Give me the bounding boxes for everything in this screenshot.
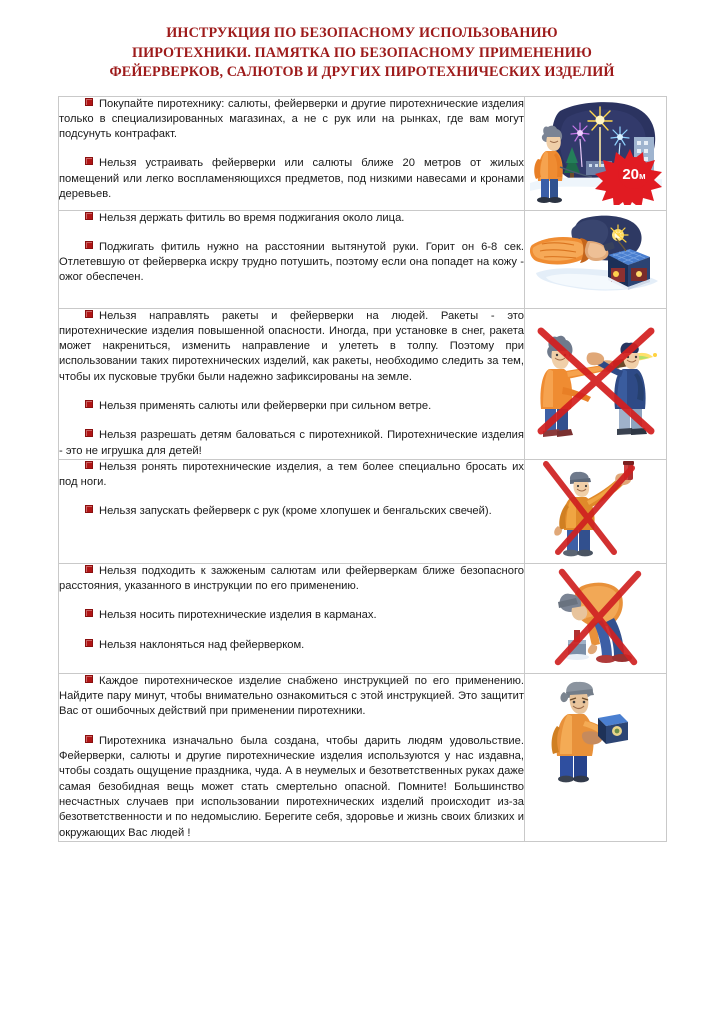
illustration-cell [525,210,667,308]
rule-text: Нельзя разрешать детям баловаться с пиротехникой. Пиротехнические изделия - это не игрушка для детей! [59,429,524,457]
rule-item [59,460,524,491]
rule-item [59,240,524,286]
rule-text: Нельзя устраивать фейерверки или салюты ближе 20 метров от жилых помещений или легко воспламеняющихся предметов, под низкими навесами и кронами деревьев. [59,157,524,200]
rules-cell [59,96,525,210]
square-bullet-icon [85,212,93,220]
rules-cell [59,308,525,459]
rule-text: Нельзя носить пиротехнические изделия в карманах. [99,609,377,622]
square-bullet-icon [85,157,93,165]
rule-text: Каждое пиротехническое изделие снабжено инструкцией по его применению. Найдите пару минут, чтобы внимательно ознакомиться с этой инструкцией. Это защитит Вас от ошибочных действий при применении пиротехники. [59,674,524,718]
page-title-line-3: ФЕЙЕРВЕРКОВ, САЛЮТОВ И ДРУГИХ ПИРОТЕХНИЧЕСКИХ ИЗДЕЛИЙ [109,64,615,80]
rule-text: Нельзя направлять ракеты и фейерверки на людей. Ракеты - это пиротехнические изделия повышенной опасности. Иногда, при установке в снег, ракета может накрениться, изменить направление и улететь в толпу. Поэтому при использовании таких пиротехнических изделий, как ракеты, необходимо следить за тем, чтобы их пусковые трубки были надежно зафиксированы на земле. [59,309,524,383]
rule-text: Нельзя применять салюты или фейерверки при сильном ветре. [99,399,432,412]
figure-spectator-watching-fireworks-20m-badge [530,97,662,205]
rule-text: Нельзя подходить к зажженым салютам или фейерверкам ближе безопасного расстояния, указанного в инструкции по его применению. [59,564,524,593]
rule-item [59,156,524,202]
square-bullet-icon [85,639,93,647]
illustration-cell [525,96,667,210]
illustration-cell [525,563,667,673]
rule-item [59,211,524,226]
rule-item [59,564,524,595]
square-bullet-icon [85,400,93,408]
rule-text: Нельзя держать фитиль во время поджигания около лица. [99,211,405,224]
square-bullet-icon [85,429,93,437]
page-title [0,0,724,83]
table-row [59,308,667,459]
square-bullet-icon [85,98,93,106]
figure-man-holding-firework-box-reading-instruction [544,674,648,786]
figure-two-people-aiming-fireworks-at-each-other-crossed-out [533,309,659,449]
square-bullet-icon [85,461,93,469]
rule-text: Нельзя ронять пиротехнические изделия, а тем более специально бросать их под ноги. [59,460,524,489]
square-bullet-icon [85,609,93,617]
rule-text: Покупайте пиротехнику: салюты, фейерверки и другие пиротехнические изделия только в специализированных магазинах, а не с рук или на рынках, где вам могут подсунуть контрафакт. [59,97,524,141]
safety-rules-table-wrapper [58,96,666,842]
square-bullet-icon [85,310,93,318]
rule-item [59,504,524,519]
rules-cell [59,210,525,308]
rule-item [59,734,524,841]
table-row [59,96,667,210]
table-row [59,459,667,563]
rule-item [59,309,524,385]
rules-cell [59,563,525,673]
rule-text: Пиротехника изначально была создана, чтобы дарить людям удовольствие. Фейерверки, салюты и другие пиротехнические изделия используются у нас издавна, чтобы создать ощущение праздника, чуда. А в неумелых и безответственных руках даже самая безобидная вещь может стать смертельно опасной. Помните! Большинство несчастных случаев при использовании пиротехнических изделий происходит из-за безответственности и по недомыслию. Берегите себя, здоровье и жизнь своих близких и окружающих Вас людей ! [59,734,524,839]
square-bullet-icon [85,735,93,743]
figure-person-launching-firework-from-hand-crossed-out [540,460,652,558]
rule-item [59,638,524,653]
square-bullet-icon [85,505,93,513]
figure-arm-lighting-fuse-of-firework-box [530,211,662,303]
rule-item [59,428,524,459]
rule-text: Нельзя наклоняться над фейерверком. [99,638,305,651]
rule-item [59,608,524,623]
page-title-line-1: ИНСТРУКЦИЯ ПО БЕЗОПАСНОМУ ИСПОЛЬЗОВАНИЮ [166,25,558,41]
rules-cell [59,459,525,563]
illustration-cell [525,673,667,841]
rules-cell [59,673,525,841]
square-bullet-icon [85,565,93,573]
square-bullet-icon [85,241,93,249]
page-title-line-2: ПИРОТЕХНИКИ. ПАМЯТКА ПО БЕЗОПАСНОМУ ПРИМЕНЕНИЮ [132,44,592,61]
square-bullet-icon [85,675,93,683]
rule-item [59,97,524,143]
svg-text:20м: 20м [621,165,646,183]
rule-item [59,399,524,414]
table-row [59,210,667,308]
figure-person-bending-over-firework-crossed-out [538,564,654,668]
rule-item [59,674,524,720]
illustration-cell [525,308,667,459]
safety-rules-table [58,96,667,842]
illustration-cell [525,459,667,563]
table-row [59,673,667,841]
rule-text: Нельзя запускать фейерверк с рук (кроме хлопушек и бенгальских свечей). [99,505,492,518]
rule-text: Поджигать фитиль нужно на расстоянии вытянутой руки. Горит он 6-8 сек. Отлетевшую от фейерверка искру трудно потушить, поэтому если она попадет на кожу - ожог обеспечен. [59,240,524,284]
table-row [59,563,667,673]
